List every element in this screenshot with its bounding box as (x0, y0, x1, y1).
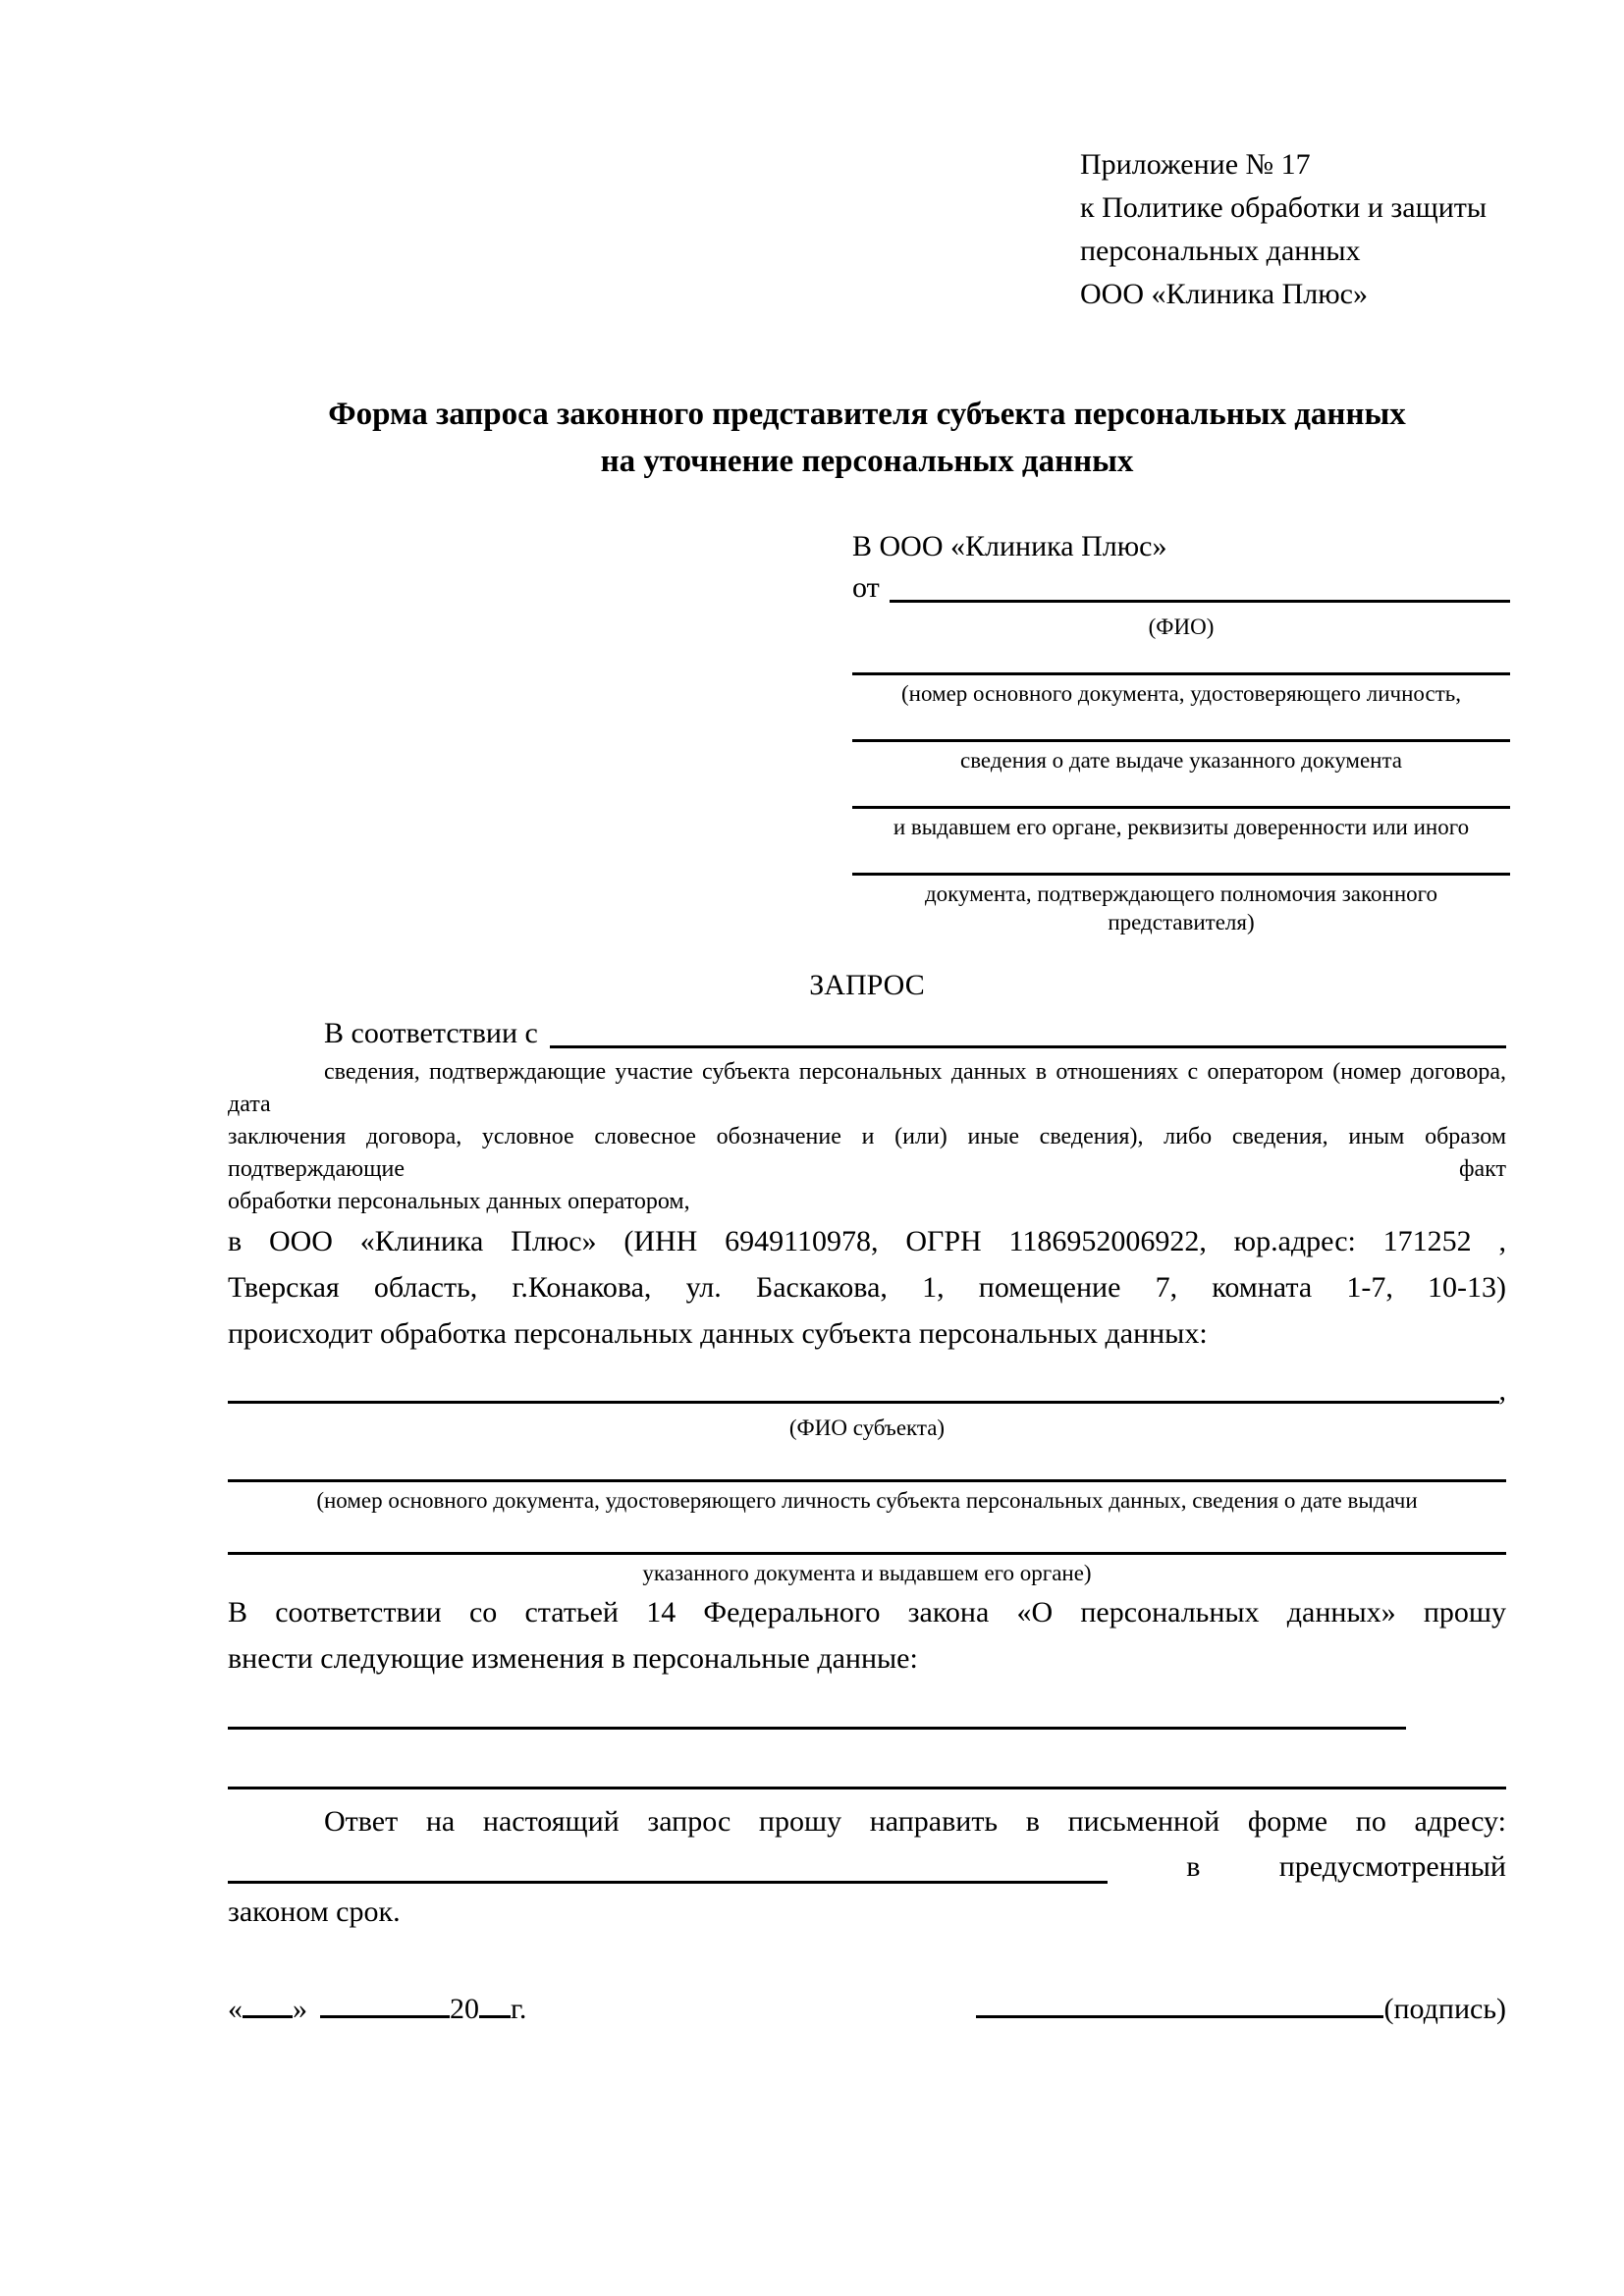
representative-doc-blank-3 (852, 806, 1510, 809)
fio-caption: (ФИО) (1148, 614, 1215, 639)
changes-blank-line-2 (228, 1787, 1506, 1789)
representative-doc-blank-2 (852, 739, 1510, 742)
reply-address-row (228, 1844, 1506, 1890)
date-quote-close: » (293, 1993, 307, 2025)
operator-line-3: происходит обработка персональных данных субъекта персональных данных: (228, 1317, 1208, 1350)
intro-prefix: В соответствии с (324, 1017, 538, 1049)
subject-fio-blank (228, 1372, 1499, 1404)
header-line-1: Приложение № 17 (1080, 148, 1311, 181)
from-blank-line (890, 567, 1510, 603)
date-day-blank (243, 1988, 293, 2018)
representative-doc-blank-1 (852, 672, 1510, 675)
header-block (1080, 143, 1487, 316)
subject-doc-caption-2: указанного документа и выдавшем его органе) (642, 1561, 1092, 1585)
date-year-blank (479, 1988, 511, 2018)
document-content (228, 391, 1506, 2029)
field-caption-1: (номер основного документа, удостоверяющего личность, (900, 681, 1461, 706)
signature-caption: (подпись) (1383, 1993, 1506, 2025)
field-caption-3: и выдавшем его органе, реквизиты доверенности или иного (893, 815, 1470, 839)
operator-line-2: Тверская область, г.Конакова, ул. Баскакова, 1, помещение 7, комната 1-7, 10-13) (228, 1271, 1506, 1304)
intro-caption-line-2: заключения договора, условное словесное обозначение и (или) иные сведения), либо сведения, иным образом подтверждающие факт (228, 1124, 1506, 1182)
intro-blank-line (550, 1013, 1506, 1048)
subject-doc-blank-1 (228, 1479, 1506, 1482)
field-caption-2: сведения о дате выдаче указанного документа (959, 748, 1403, 773)
representative-doc-blank-4 (852, 873, 1510, 876)
subject-doc-blank-2 (228, 1552, 1506, 1555)
title-line-2: на уточнение персональных данных (600, 444, 1134, 479)
reply-word-v: в (1186, 1850, 1201, 1883)
title-line-1: Форма запроса законного представителя субъекта персональных данных (328, 397, 1406, 432)
intro-caption-line-1: сведения, подтверждающие участие субъекта персональных данных в отношениях с оператором (номер договора, дата (228, 1059, 1506, 1117)
date-year-suffix: г. (511, 1993, 527, 2025)
reply-address-blank (228, 1881, 1108, 1884)
intro-caption-line-3: обработки персональных данных оператором, (228, 1189, 690, 1214)
subject-fio-caption: (ФИО субъекта) (788, 1415, 946, 1440)
header-line-2: к Политике обработки и защиты (1080, 191, 1488, 224)
header-line-3: персональных данных (1080, 235, 1361, 267)
document-title (228, 391, 1506, 485)
from-label: от (852, 571, 880, 604)
from-row (852, 567, 1510, 609)
addressee-block (852, 526, 1510, 936)
date-quote-open: « (228, 1993, 243, 2025)
date-month-blank (320, 1988, 450, 2018)
signature-blank (976, 1988, 1383, 2018)
header-line-4: ООО «Клиника Плюс» (1080, 278, 1368, 310)
law-paragraph (228, 1589, 1506, 1682)
subject-fio-row (228, 1372, 1506, 1410)
operator-line-1: в ООО «Клиника Плюс» (ИНН 6949110978, ОГРН 1186952006922, юр.адрес: 171252 , (228, 1225, 1506, 1257)
intro-row (228, 1013, 1506, 1054)
signature-group (976, 1988, 1506, 2029)
date-group (228, 1988, 526, 2029)
reply-line-3: законом срок. (228, 1896, 401, 1928)
reply-word-predusmotrenny: предусмотренный (1278, 1850, 1506, 1883)
changes-blank-line-1 (228, 1727, 1406, 1730)
operator-paragraph (228, 1218, 1506, 1357)
subject-doc-caption-1: (номер основного документа, удостоверяющего личность субъекта персональных данных, сведения о дате выдачи (316, 1488, 1418, 1513)
subject-fio-comma: , (1498, 1374, 1506, 1407)
date-year-prefix: 20 (450, 1993, 479, 2025)
addressee-org: В ООО «Клиника Плюс» (852, 530, 1167, 562)
field-caption-4: документа, подтверждающего полномочия законного представителя) (924, 881, 1437, 934)
reply-line-1: Ответ на настоящий запрос прошу направить в письменной форме по адресу: (324, 1805, 1506, 1838)
request-heading: ЗАПРОС (809, 969, 925, 1001)
signature-row (228, 1988, 1506, 2029)
intro-caption (228, 1056, 1506, 1218)
law-line-2: внести следующие изменения в персональные данные: (228, 1642, 918, 1675)
law-line-1: В соответствии со статьей 14 Федерального закона «О персональных данных» прошу (228, 1596, 1506, 1629)
